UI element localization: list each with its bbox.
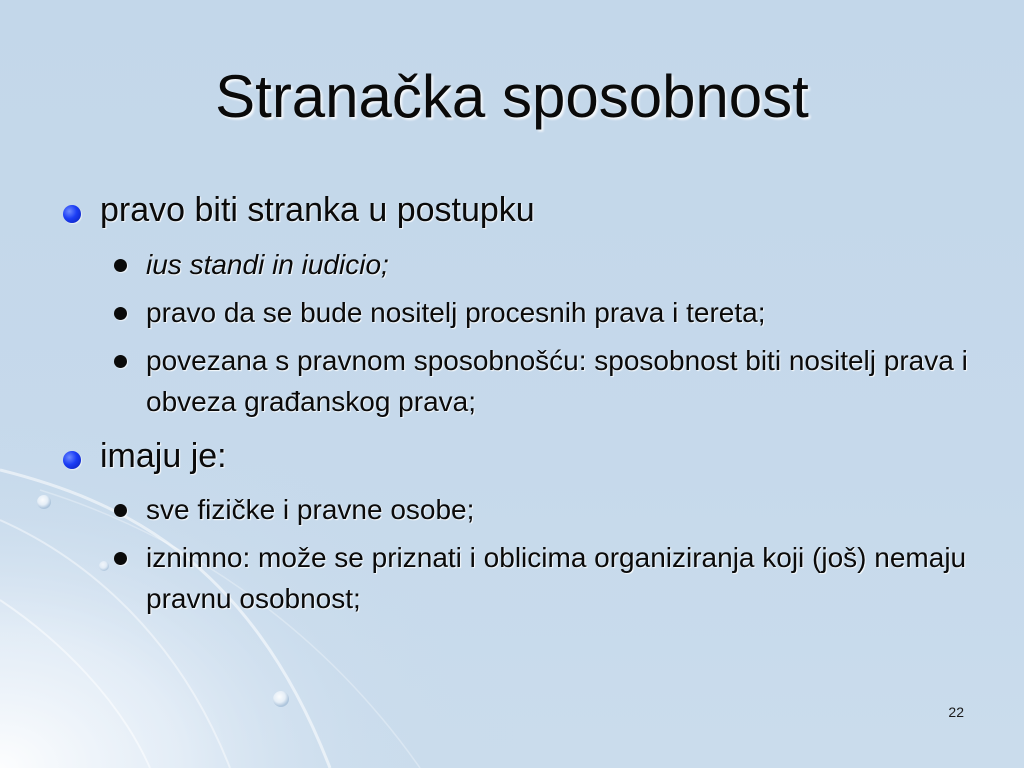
bullet-level2: iznimno: može se priznati i oblicima organiziranja koji (još) nemaju pravnu osobnost; bbox=[146, 542, 967, 614]
bullet-level2: pravo da se bude nositelj procesnih prava i tereta; bbox=[146, 297, 766, 328]
sub-bullet-dot-icon bbox=[114, 355, 127, 368]
sub-bullet-dot-icon bbox=[114, 259, 127, 272]
slide-title: Stranačka sposobnost bbox=[215, 63, 809, 130]
bullet-level1: pravo biti stranka u postupku bbox=[100, 191, 535, 229]
sub-bullet-dot-icon bbox=[114, 504, 127, 517]
bullet-dot-icon bbox=[63, 205, 81, 223]
sub-bullet-dot-icon bbox=[114, 307, 127, 320]
bullet-dot-icon bbox=[63, 451, 81, 469]
bullet-level2: povezana s pravnom sposobnošću: sposobnost biti nositelj prava i obveza građanskog prava; bbox=[146, 345, 968, 417]
bullet-level1: imaju je: bbox=[100, 437, 227, 475]
page-number: 22 bbox=[948, 704, 964, 720]
bullet-level2: ius standi in iudicio; bbox=[146, 249, 389, 280]
bullet-level2: sve fizičke i pravne osobe; bbox=[146, 494, 475, 525]
sub-bullet-dot-icon bbox=[114, 552, 127, 565]
